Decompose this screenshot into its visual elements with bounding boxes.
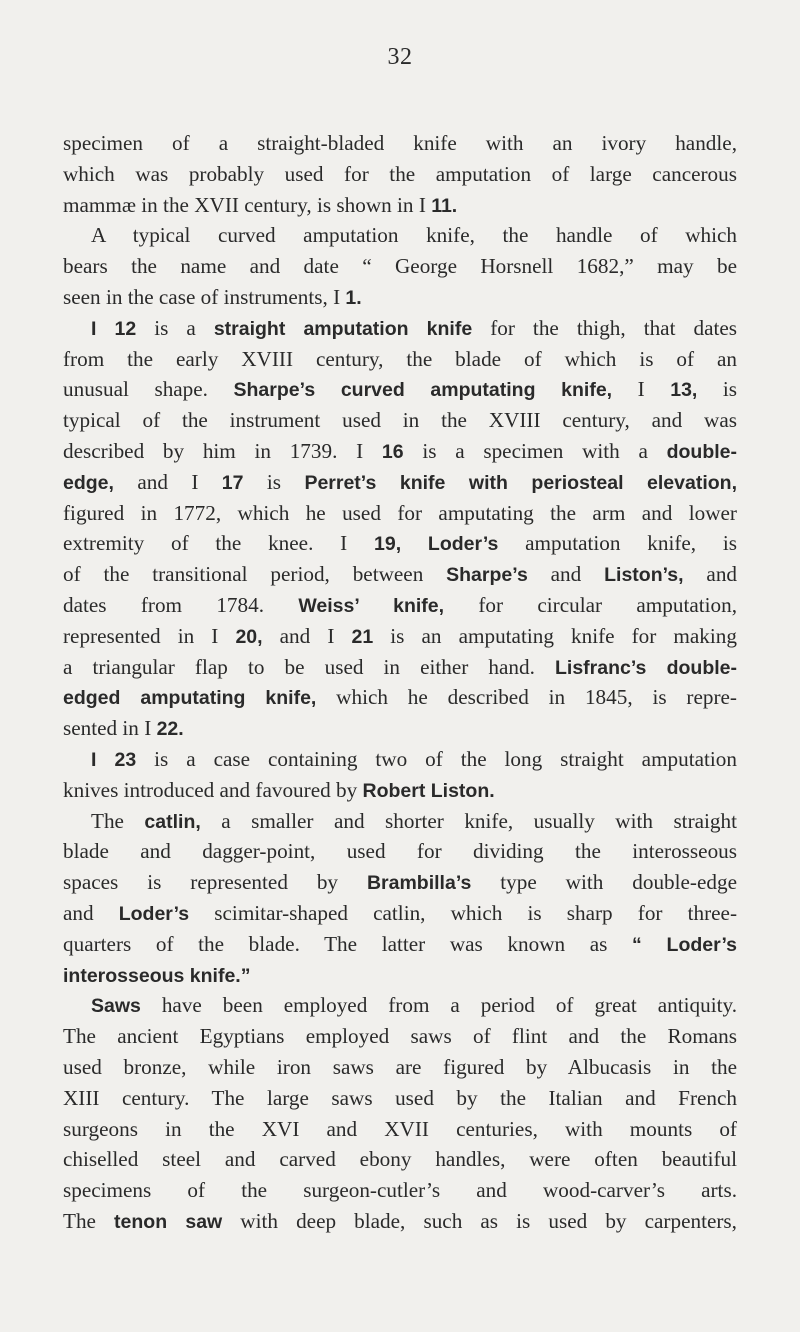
text-run: quarters of the blade. The latter was known as (63, 931, 633, 956)
text-run: and I (113, 469, 222, 494)
bold-term: I 23 (91, 748, 137, 771)
text-line (63, 528, 737, 559)
text-run: represented in I (63, 623, 236, 648)
text-run: bears the name and date “ George Horsnell 1682,” may be (63, 254, 737, 279)
text-run: for the thigh, that dates (472, 315, 738, 340)
text-run: specimen of a straight-bladed knife with an ivory handle, (63, 131, 737, 155)
text-line (63, 929, 737, 960)
text-line (63, 1052, 737, 1083)
bold-term: edged amputating knife, (63, 687, 317, 710)
text-run: The (91, 808, 145, 833)
text-run: from the early XVIII century, the blade of which is of an (63, 346, 737, 371)
text-run: dates from 1784. (63, 592, 299, 617)
text-line (63, 1144, 737, 1175)
text-line (63, 559, 737, 590)
text-run: have been employed from a period of great antiquity. (140, 993, 737, 1018)
bold-term: Robert Liston. (362, 779, 495, 802)
text-line (63, 744, 737, 775)
bold-term: interosseous knife.” (63, 964, 251, 987)
bold-term: Brambilla’s (366, 872, 472, 895)
bold-term: Saws (91, 995, 141, 1018)
text-run: specimens of the surgeon-cutler’s and wood-carver’s arts. (63, 1178, 737, 1203)
text-run: amputation knife, is (498, 531, 738, 556)
bold-term: 20, (235, 625, 263, 648)
text-line (63, 159, 737, 190)
text-run: of the transitional period, between (63, 562, 447, 587)
text-line (63, 405, 737, 436)
text-run: surgeons in the XVI and XVII centuries, with mounts of (63, 1116, 737, 1141)
text-run: typical of the instrument used in the XVIII century, and was (63, 408, 737, 433)
text-line (63, 1114, 737, 1145)
text-run: and (527, 562, 605, 587)
text-run: which was probably used for the amputation of large cancerous (63, 161, 737, 186)
text-line (63, 1083, 737, 1114)
text-run: scimitar-shaped catlin, which is sharp for three- (189, 900, 737, 925)
text-run: A typical curved amputation knife, the handle of which (91, 223, 737, 248)
text-run: and (63, 900, 119, 925)
text-run: unusual shape. (63, 377, 234, 402)
text-run: is a case containing two of the long straight amputation (136, 746, 737, 771)
text-line (63, 960, 737, 991)
bold-term: Weiss’ knife, (298, 594, 445, 617)
text-line (63, 498, 737, 529)
text-run: The ancient Egyptians employed saws of flint and the Romans (63, 1024, 737, 1049)
text-line (63, 220, 737, 251)
bold-term: Liston’s, (604, 564, 684, 587)
text-line (63, 128, 737, 159)
text-run: and (683, 562, 738, 587)
bold-term: straight amputation knife (213, 317, 473, 340)
bold-term: Sharpe’s (446, 564, 528, 587)
bold-term: Perret’s knife with periosteal elevation, (304, 471, 737, 494)
text-run: is (243, 469, 305, 494)
bold-term: double- (666, 440, 737, 463)
text-line (63, 590, 737, 621)
text-run: described by him in 1739. I (63, 438, 382, 463)
bold-term: 11. (431, 194, 458, 217)
text-run: spaces is represented by (63, 870, 367, 895)
text-run: knives introduced and favoured by (63, 777, 363, 802)
text-line (63, 867, 737, 898)
bold-term: 1. (345, 286, 362, 309)
text-line (63, 190, 737, 221)
text-run: blade and dagger-point, used for dividing the interosseous (63, 839, 737, 864)
text-line (63, 775, 737, 806)
page-number: 32 (387, 44, 413, 70)
bold-term: tenon saw (114, 1210, 223, 1233)
text-line (63, 806, 737, 837)
text-run: sented in I (63, 716, 157, 741)
text-run: is an amputating knife for making (373, 623, 737, 648)
text-run: The (63, 1208, 115, 1233)
text-run: seen in the case of instruments, I (63, 284, 346, 309)
text-run (401, 531, 428, 555)
text-run: which he described in 1845, is repre- (316, 685, 737, 710)
text-run: is a (136, 315, 214, 340)
bold-term: Loder’s (118, 902, 190, 925)
text-line (63, 1021, 737, 1052)
bold-term: edge, (63, 471, 114, 494)
text-line (63, 374, 737, 405)
text-line (63, 1206, 737, 1237)
text-line (63, 682, 737, 713)
text-run: for circular amputation, (444, 592, 737, 617)
text-line (63, 282, 737, 313)
text-run: chiselled steel and carved ebony handles, were often beautiful (63, 1147, 737, 1172)
text-line (63, 1175, 737, 1206)
text-line (63, 898, 737, 929)
bold-term: 13, (670, 379, 698, 402)
text-line (63, 313, 737, 344)
text-line (63, 344, 737, 375)
text-line (63, 713, 737, 744)
text-run: and I (262, 623, 352, 648)
bold-term: 17 (221, 471, 244, 494)
text-run: figured in 1772, which he used for amputating the arm and lower (63, 500, 737, 525)
bold-term: Sharpe’s curved amputating knife, (233, 379, 613, 402)
text-line (63, 251, 737, 282)
bold-term: 21 (351, 625, 374, 648)
bold-term: 16 (381, 440, 404, 463)
bold-term: Loder’s (427, 533, 499, 556)
bold-term: 19, (374, 533, 402, 556)
body-text (63, 128, 737, 1237)
text-run: is a specimen with a (403, 438, 667, 463)
bold-term: “ Loder’s (632, 933, 737, 956)
bold-term: 22. (156, 718, 184, 741)
bold-term: Lisfranc’s double- (555, 656, 738, 679)
text-run: type with double-edge (471, 870, 737, 895)
text-line (63, 467, 737, 498)
text-line (63, 836, 737, 867)
text-run: a smaller and shorter knife, usually with straight (200, 808, 737, 833)
text-line (63, 990, 737, 1021)
text-line (63, 436, 737, 467)
text-run: extremity of the knee. I (63, 531, 375, 556)
bold-term: I 12 (91, 317, 137, 340)
text-run: with deep blade, such as is used by carpenters, (222, 1208, 737, 1233)
text-run: used bronze, while iron saws are figured by Albucasis in the (63, 1054, 737, 1079)
text-run: a triangular flap to be used in either hand. (63, 654, 555, 679)
text-line (63, 652, 737, 683)
text-run: I (612, 377, 671, 402)
text-line (63, 621, 737, 652)
text-run: mammæ in the XVII century, is shown in I (63, 192, 432, 217)
text-run: is (697, 377, 737, 402)
bold-term: catlin, (144, 810, 201, 833)
text-run: XIII century. The large saws used by the Italian and French (63, 1085, 737, 1110)
